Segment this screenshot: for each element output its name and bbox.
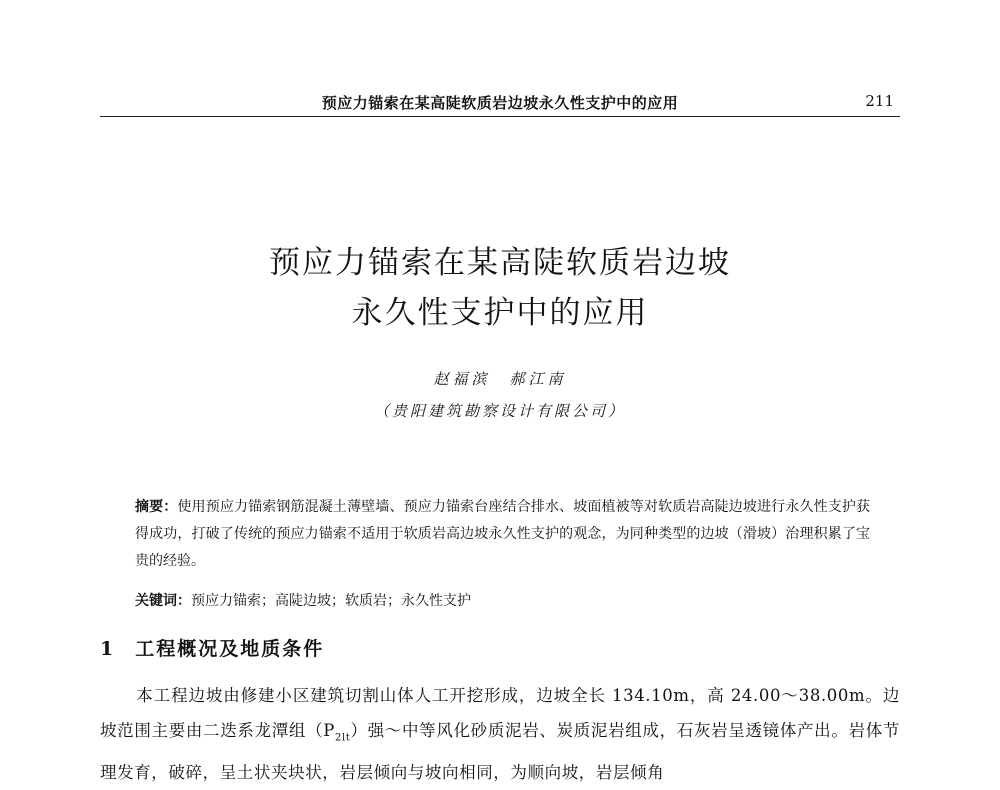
- affiliation: （贵阳建筑勘察设计有限公司）: [373, 402, 626, 420]
- keywords: [135, 588, 870, 615]
- body-text-part-1: 本工程边坡由修建小区建筑切割山体人工开挖形成，边坡全长 134.10m，高 24.00～38.00m。边坡范围主要由二迭系龙潭组（P: [100, 686, 900, 740]
- keywords-text: 预应力锚索；高陡边坡；软质岩；永久性支护: [191, 593, 471, 609]
- title-line-1: 预应力锚索在某高陡软质岩边坡: [269, 245, 731, 281]
- abstract-text: 使用预应力锚索钢筋混凝土薄壁墙、预应力锚索台座结合排水、坡面植被等对软质岩高陡边坡进行永久性支护获得成功，打破了传统的预应力锚索不适用于软质岩高边坡永久性支护的观念，为同种类型的边坡（滑坡）治理积累了宝贵的经验。: [135, 499, 871, 569]
- abstract: [135, 494, 870, 575]
- body-text-part-2: ）强～中等风化砂质泥岩、炭质泥岩组成，石灰岩呈透镜体产出。岩体节理发育，破碎，呈土状夹块状，岩层倾向与坡向相同，为顺向坡，岩层倾角: [100, 721, 900, 783]
- section-title: 工程概况及地质条件: [135, 638, 325, 660]
- keywords-label: 关键词：: [135, 593, 191, 609]
- running-title: 预应力锚索在某高陡软质岩边坡永久性支护中的应用: [321, 94, 679, 112]
- paper-title: [100, 238, 900, 338]
- abstract-label: 摘要：: [135, 499, 178, 515]
- running-head: [100, 92, 900, 117]
- page-number: 211: [865, 92, 894, 110]
- formation-subscript: 2lt: [334, 732, 351, 744]
- authors: 赵福滨 郝江南: [433, 370, 567, 388]
- body-paragraph: [100, 678, 900, 790]
- page-bottom-edge: [0, 744, 1000, 760]
- section-heading: [100, 634, 324, 661]
- section-number: 1: [100, 638, 116, 660]
- title-line-2: 永久性支护中的应用: [351, 295, 649, 331]
